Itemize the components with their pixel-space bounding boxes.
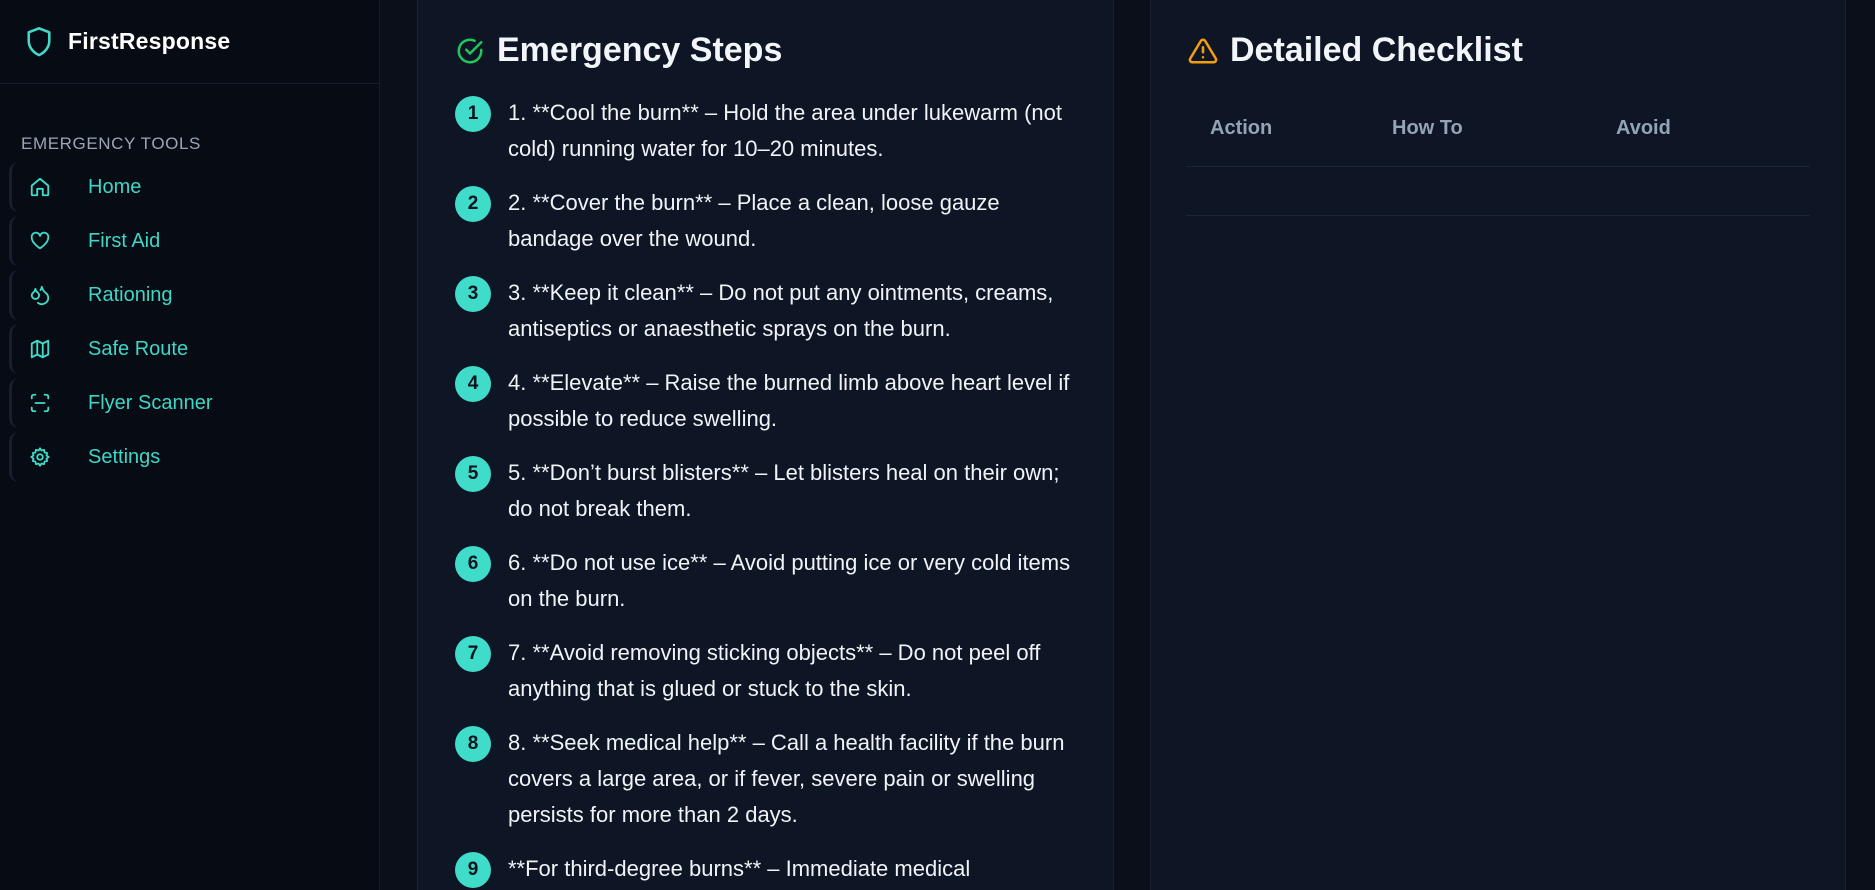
list-item <box>455 725 1083 833</box>
gear-icon <box>28 445 52 469</box>
step-number-badge: 4 <box>455 366 491 402</box>
step-number-badge: 9 <box>455 852 491 888</box>
column-header-how-to[interactable]: How To <box>1392 117 1463 139</box>
home-icon <box>28 175 52 199</box>
list-item <box>455 545 1083 617</box>
list-item <box>455 185 1083 257</box>
list-item <box>455 275 1083 347</box>
step-text: 5. **Don’t burst blisters** – Let blisters heal on their own; do not break them. <box>508 460 1060 521</box>
step-text: 8. **Seek medical help** – Call a health facility if the burn covers a large area, or if fever, severe pain or swelling persists for more than 2 days. <box>508 730 1065 827</box>
step-number-badge: 3 <box>455 276 491 312</box>
droplets-icon <box>28 283 52 307</box>
step-number-badge: 7 <box>455 636 491 672</box>
step-text: 3. **Keep it clean** – Do not put any ointments, creams, antiseptics or anaesthetic sprays on the burn. <box>508 280 1054 341</box>
table-row <box>1186 167 1810 216</box>
sidebar-item-rationing[interactable] <box>9 270 367 320</box>
steps-panel-title: Emergency Steps <box>497 31 783 69</box>
list-item <box>455 95 1083 167</box>
list-item <box>455 851 1083 888</box>
step-text: **For third-degree burns** – Immediate medical <box>508 856 971 881</box>
scan-icon <box>28 391 52 415</box>
map-icon <box>28 337 52 361</box>
sidebar-item-first-aid[interactable] <box>9 216 367 266</box>
app-name: FirstResponse <box>68 28 231 54</box>
step-text: 6. **Do not use ice** – Avoid putting ice or very cold items on the burn. <box>508 550 1071 611</box>
sidebar-item-safe-route[interactable] <box>9 324 367 374</box>
step-text: 2. **Cover the burn** – Place a clean, loose gauze bandage over the wound. <box>508 190 1000 251</box>
sidebar-item-settings[interactable] <box>9 432 367 482</box>
step-number-badge: 8 <box>455 726 491 762</box>
list-item <box>455 455 1083 527</box>
shield-icon <box>24 25 54 59</box>
sidebar-nav <box>0 162 379 482</box>
sidebar-item-label: Flyer Scanner <box>88 391 213 414</box>
step-number-badge: 6 <box>455 546 491 582</box>
checklist-panel-header <box>1188 31 1523 70</box>
list-item <box>455 365 1083 437</box>
table-header-row <box>1186 91 1810 167</box>
steps-list <box>455 95 1083 890</box>
step-text: 7. **Avoid removing sticking objects** – Do not peel off anything that is glued or stuck to the skin. <box>508 640 1041 701</box>
checklist-panel-title: Detailed Checklist <box>1230 31 1523 69</box>
detailed-checklist-panel <box>1150 0 1846 890</box>
step-number-badge: 2 <box>455 186 491 222</box>
step-text: 1. **Cool the burn** – Hold the area under lukewarm (not cold) running water for 10–20 minutes. <box>508 100 1062 161</box>
sidebar-item-label: Home <box>88 175 142 198</box>
column-header-avoid[interactable]: Avoid <box>1616 117 1671 139</box>
sidebar-item-label: First Aid <box>88 229 161 252</box>
list-item <box>455 635 1083 707</box>
sidebar <box>0 0 380 890</box>
section-label: EMERGENCY TOOLS <box>21 134 201 153</box>
column-header-action[interactable]: Action <box>1210 117 1273 139</box>
sidebar-item-label: Settings <box>88 445 161 468</box>
sidebar-item-home[interactable] <box>9 162 367 212</box>
step-number-badge: 1 <box>455 96 491 132</box>
brand[interactable] <box>0 0 379 84</box>
heart-icon <box>28 229 52 253</box>
warning-triangle-icon <box>1188 36 1218 66</box>
check-circle-icon <box>455 36 485 66</box>
emergency-steps-panel <box>417 0 1114 890</box>
step-text: 4. **Elevate** – Raise the burned limb above heart level if possible to reduce swelling. <box>508 370 1070 431</box>
sidebar-item-label: Safe Route <box>88 337 189 360</box>
steps-panel-header <box>455 31 782 70</box>
checklist-table <box>1186 91 1810 216</box>
sidebar-item-flyer-scanner[interactable] <box>9 378 367 428</box>
step-number-badge: 5 <box>455 456 491 492</box>
sidebar-item-label: Rationing <box>88 283 173 306</box>
